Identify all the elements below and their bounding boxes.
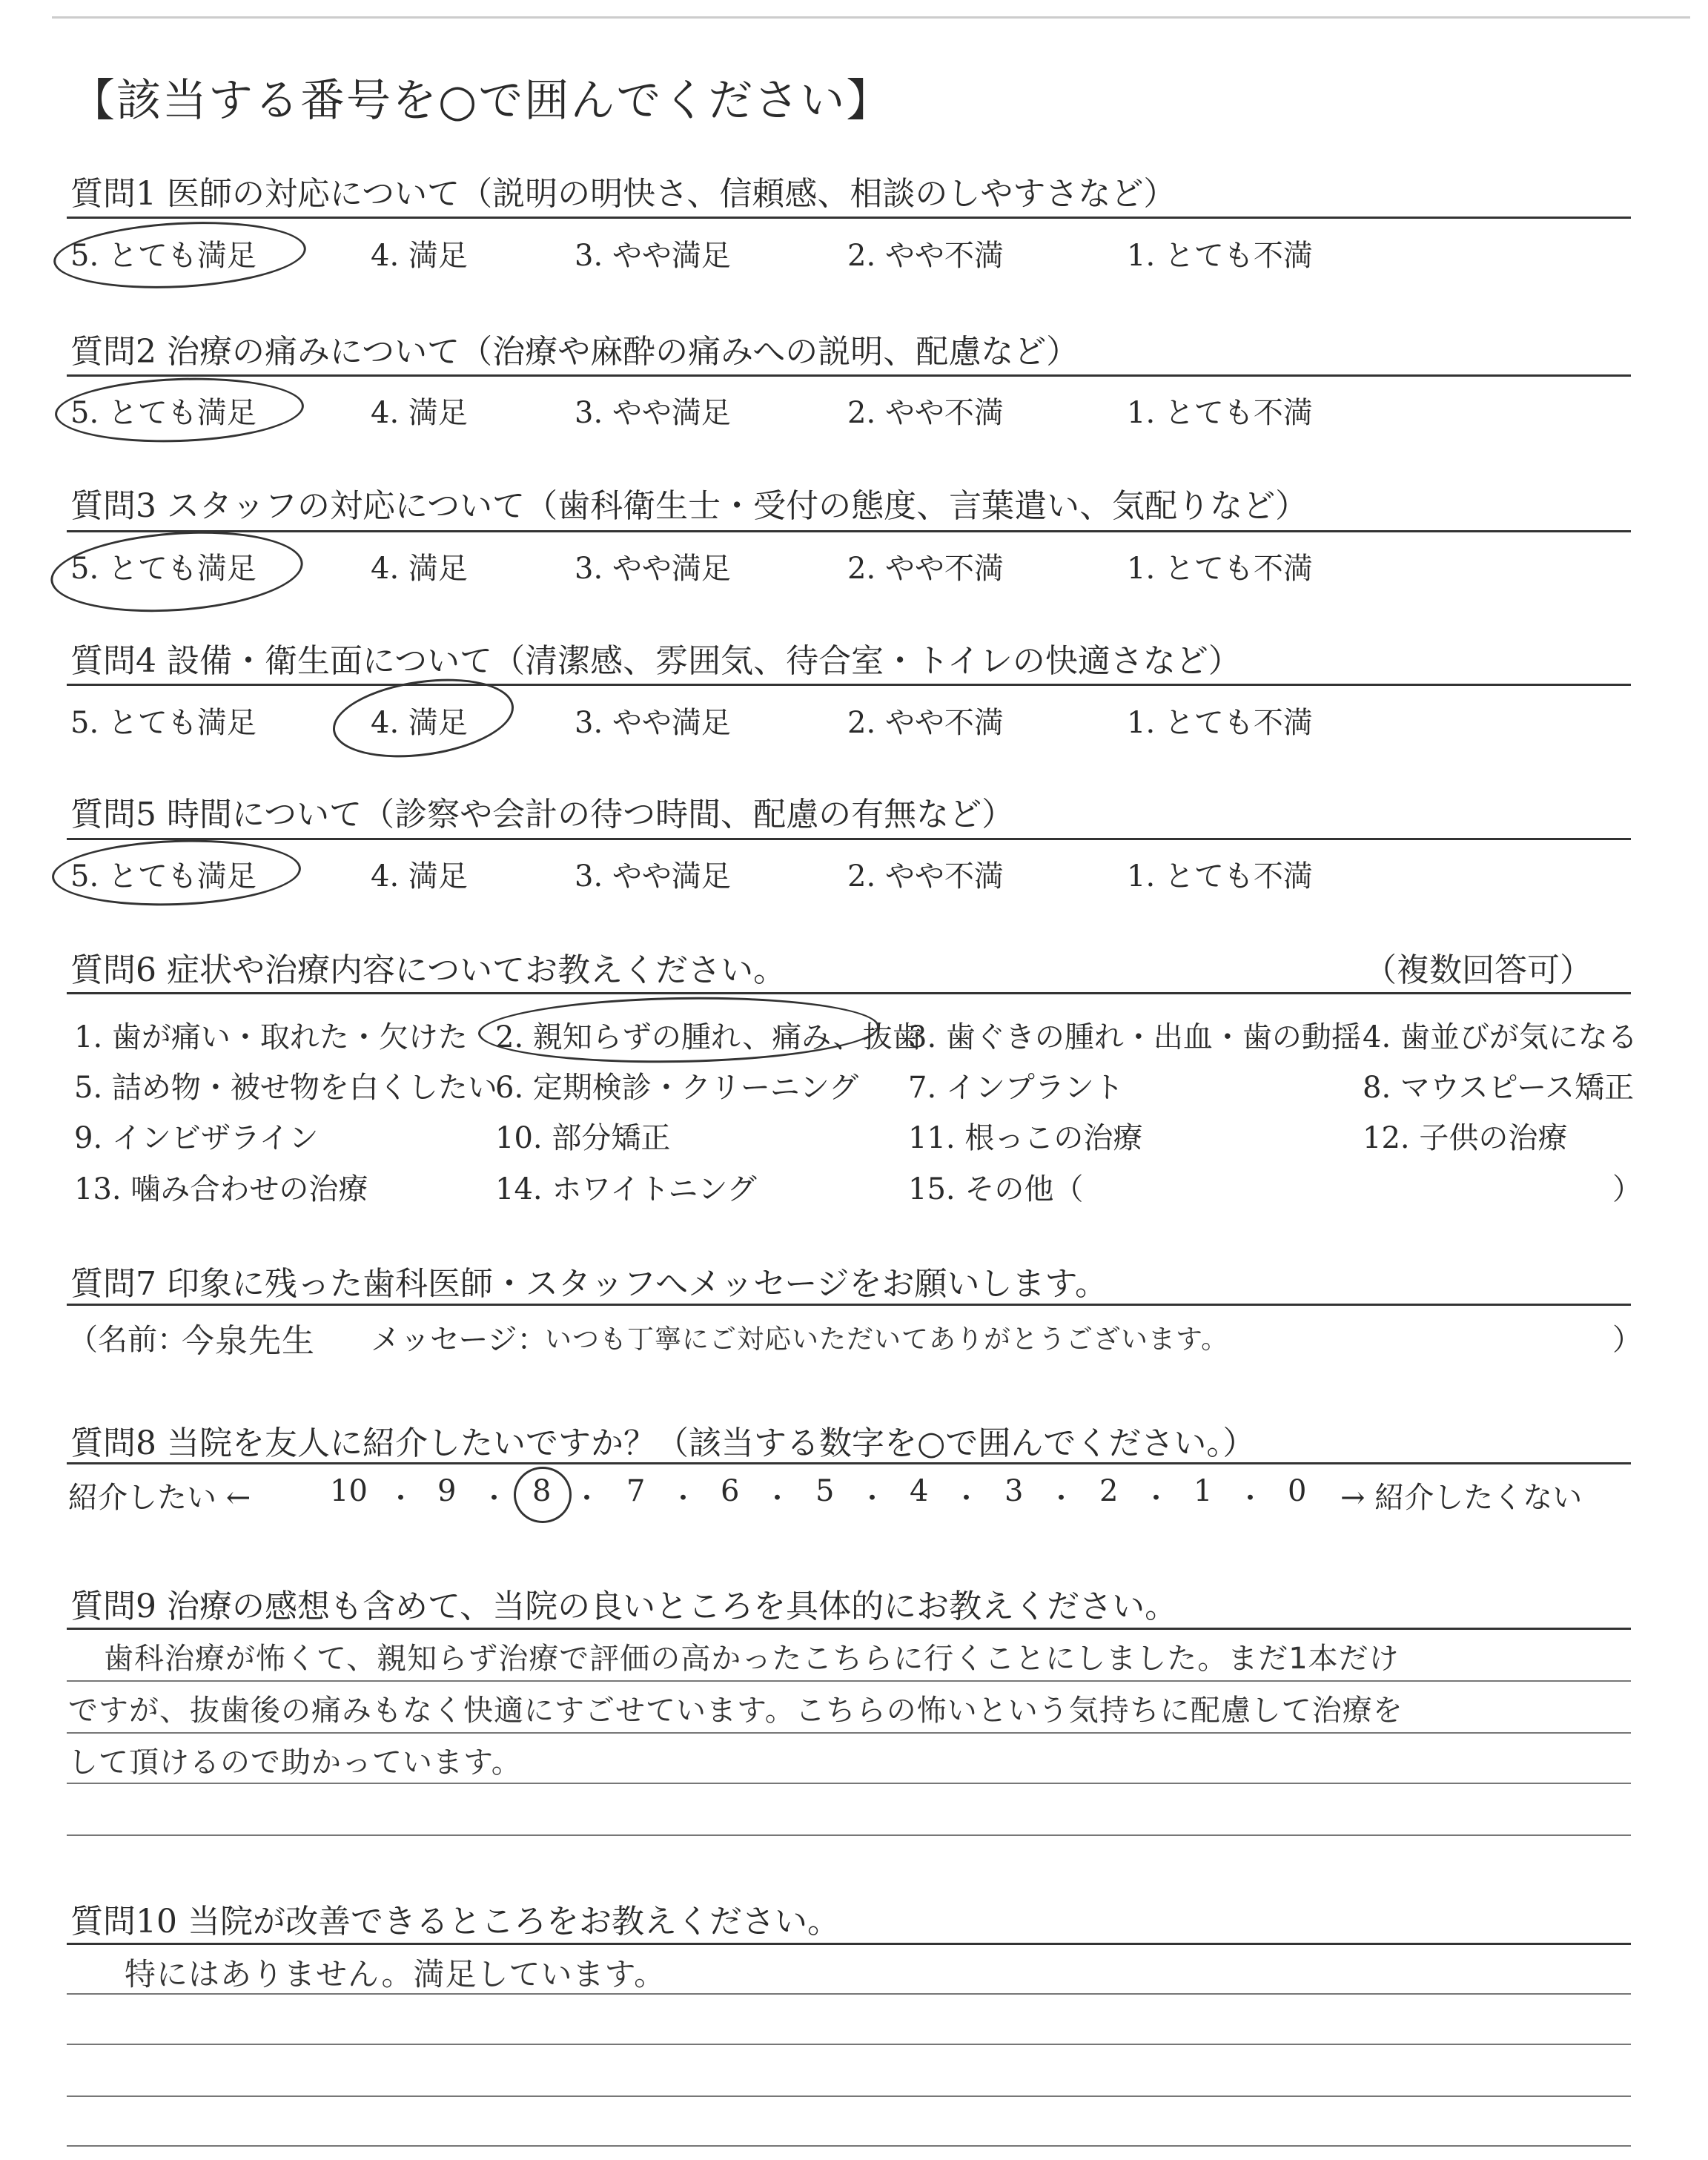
option-1-very-dissatisfied[interactable]: 1. とても不満 [1127, 859, 1313, 894]
question-5-rule [67, 838, 1631, 840]
answer-line [67, 1783, 1631, 1784]
scale-2[interactable]: 2 [1099, 1474, 1119, 1508]
option-5-very-satisfied[interactable]: 5. とても満足 [70, 552, 256, 586]
question-6-note: （複数回答可） [1364, 951, 1592, 989]
scale-separator: ・ [669, 1482, 697, 1514]
selection-circle [514, 1467, 572, 1523]
question-1-rule [67, 217, 1631, 219]
answer-text-line: 特にはありません。満足しています。 [125, 1956, 666, 1992]
scale-separator: ・ [1142, 1482, 1170, 1514]
scale-separator: ・ [1237, 1482, 1264, 1514]
scale-separator: ・ [764, 1482, 791, 1514]
answer-line [67, 2095, 1631, 2097]
message-prefix: メッセージ： [371, 1323, 547, 1357]
recommend-left-label: 紹介したい ← [68, 1481, 251, 1515]
scale-9[interactable]: 9 [437, 1474, 457, 1508]
question-10-label: 質問10 当院が改善できるところをお教えください。 [70, 1903, 840, 1941]
scale-6[interactable]: 6 [721, 1474, 740, 1508]
selection-circle [52, 216, 308, 294]
option-3-somewhat-satisfied[interactable]: 3. やや満足 [575, 859, 731, 894]
name-prefix: （名前： [68, 1323, 187, 1357]
scale-separator: ・ [858, 1482, 886, 1514]
option-2-somewhat-dissatisfied[interactable]: 2. やや不満 [847, 552, 1004, 586]
question-5-label: 質問5 時間について（診察や会計の待つ時間、配慮の有無など） [70, 796, 1015, 833]
q6-option-4[interactable]: 4. 歯並びが気になる [1363, 1020, 1638, 1054]
question-8-rule [67, 1462, 1631, 1464]
answer-text-line: ですが、抜歯後の痛みもなく快適にすごせています。こちらの怖いという気持ちに配慮して治療を [68, 1694, 1403, 1728]
answer-text-line: 歯科治療が怖くて、親知らず治療で評価の高かったこちらに行くことにしました。まだ1本だけ [104, 1642, 1400, 1676]
option-3-somewhat-satisfied[interactable]: 3. やや満足 [575, 396, 731, 430]
recommend-right-label: → 紹介したくない [1340, 1481, 1583, 1515]
option-2-somewhat-dissatisfied[interactable]: 2. やや不満 [847, 706, 1004, 740]
q6-option-2[interactable]: 2. 親知らずの腫れ、痛み、抜歯 [495, 1020, 922, 1054]
question-4-label: 質問4 設備・衛生面について（清潔感、雰囲気、待合室・トイレの快適さなど） [70, 642, 1241, 680]
q6-option-7[interactable]: 7. インプラント [908, 1071, 1124, 1105]
option-3-somewhat-satisfied[interactable]: 3. やや満足 [575, 239, 731, 273]
q6-option-14[interactable]: 14. ホワイトニング [495, 1172, 757, 1206]
option-1-very-dissatisfied[interactable]: 1. とても不満 [1127, 396, 1313, 430]
option-1-very-dissatisfied[interactable]: 1. とても不満 [1127, 239, 1313, 273]
scale-1[interactable]: 1 [1194, 1474, 1213, 1508]
scale-0[interactable]: 0 [1288, 1474, 1307, 1508]
q6-option-10[interactable]: 10. 部分矯正 [495, 1121, 671, 1155]
scale-10[interactable]: 10 [330, 1474, 368, 1508]
q6-option-8[interactable]: 8. マウスピース矯正 [1363, 1071, 1635, 1105]
option-3-somewhat-satisfied[interactable]: 3. やや満足 [575, 706, 731, 740]
scale-separator: ・ [953, 1482, 980, 1514]
question-7-rule [67, 1304, 1631, 1306]
scale-separator: ・ [480, 1482, 508, 1514]
scale-4[interactable]: 4 [910, 1474, 929, 1508]
selection-circle [51, 836, 302, 910]
option-1-very-dissatisfied[interactable]: 1. とても不満 [1127, 706, 1313, 740]
question-3-label: 質問3 スタッフの対応について（歯科衛生士・受付の態度、言葉遣い、気配りなど） [70, 487, 1308, 525]
question-1-label: 質問1 医師の対応について（説明の明快さ、信頼感、相談のしやすさなど） [70, 175, 1176, 213]
answer-line [67, 2145, 1631, 2147]
option-3-somewhat-satisfied[interactable]: 3. やや満足 [575, 552, 731, 586]
q6-option-13[interactable]: 13. 噛み合わせの治療 [74, 1172, 368, 1206]
question-8-label: 質問8 当院を友人に紹介したいですか？（該当する数字を○で囲んでください。） [70, 1424, 1256, 1462]
option-4-satisfied[interactable]: 4. 満足 [371, 706, 468, 740]
scale-3[interactable]: 3 [1004, 1474, 1024, 1508]
option-4-satisfied[interactable]: 4. 満足 [371, 239, 468, 273]
question-2-label: 質問2 治療の痛みについて（治療や麻酔の痛みへの説明、配慮など） [70, 333, 1079, 371]
q6-option-1[interactable]: 1. 歯が痛い・取れた・欠けた [74, 1020, 468, 1054]
option-4-satisfied[interactable]: 4. 満足 [371, 396, 468, 430]
q6-option-15[interactable]: 15. その他（ [908, 1172, 1084, 1206]
q6-option-9[interactable]: 9. インビザライン [74, 1121, 319, 1155]
question-6-rule [67, 992, 1631, 994]
q6-option-3[interactable]: 3. 歯ぐきの腫れ・出血・歯の動揺 [908, 1020, 1361, 1054]
option-4-satisfied[interactable]: 4. 満足 [371, 552, 468, 586]
message-field[interactable]: いつも丁寧にご対応いただいてありがとうございます。 [545, 1324, 1229, 1355]
scale-separator: ・ [1047, 1482, 1075, 1514]
scale-separator: ・ [387, 1482, 414, 1514]
scale-7[interactable]: 7 [626, 1474, 646, 1508]
option-4-satisfied[interactable]: 4. 満足 [371, 859, 468, 894]
option-5-very-satisfied[interactable]: 5. とても満足 [70, 396, 256, 430]
page-title: 【該当する番号を○で囲んでください】 [70, 75, 893, 127]
scale-separator: ・ [573, 1482, 600, 1514]
selection-circle [54, 374, 305, 446]
top-border [52, 16, 1690, 19]
name-field[interactable]: 今泉先生 [182, 1322, 315, 1360]
q6-option-11[interactable]: 11. 根っこの治療 [908, 1121, 1143, 1155]
option-2-somewhat-dissatisfied[interactable]: 2. やや不満 [847, 859, 1004, 894]
message-close-paren: ） [1612, 1323, 1642, 1357]
option-5-very-satisfied[interactable]: 5. とても満足 [70, 706, 256, 740]
question-7-label: 質問7 印象に残った歯科医師・スタッフへメッセージをお願いします。 [70, 1265, 1108, 1303]
question-6-label: 質問6 症状や治療内容についてお教えください。 [70, 951, 787, 989]
question-10-rule [67, 1943, 1631, 1945]
question-9-rule [67, 1628, 1631, 1630]
answer-line [67, 2044, 1631, 2045]
q6-other-close-paren: ） [1612, 1172, 1642, 1206]
scale-8[interactable]: 8 [532, 1474, 552, 1508]
answer-line [67, 1732, 1631, 1734]
q6-option-12[interactable]: 12. 子供の治療 [1363, 1121, 1568, 1155]
option-1-very-dissatisfied[interactable]: 1. とても不満 [1127, 552, 1313, 586]
question-4-rule [67, 684, 1631, 686]
option-5-very-satisfied[interactable]: 5. とても満足 [70, 859, 256, 894]
answer-line [67, 1680, 1631, 1682]
q6-option-5[interactable]: 5. 詰め物・被せ物を白くしたい [74, 1071, 497, 1105]
option-5-very-satisfied[interactable]: 5. とても満足 [70, 239, 256, 273]
selection-circle [48, 524, 306, 620]
answer-text-line: して頂けるので助かっています。 [68, 1745, 522, 1780]
option-2-somewhat-dissatisfied[interactable]: 2. やや不満 [847, 239, 1004, 273]
question-2-rule [67, 374, 1631, 377]
scale-5[interactable]: 5 [815, 1474, 835, 1508]
option-2-somewhat-dissatisfied[interactable]: 2. やや不満 [847, 396, 1004, 430]
q6-option-6[interactable]: 6. 定期検診・クリーニング [495, 1071, 859, 1105]
answer-line [67, 1834, 1631, 1836]
question-9-label: 質問9 治療の感想も含めて、当院の良いところを具体的にお教えください。 [70, 1588, 1178, 1625]
question-3-rule [67, 530, 1631, 532]
